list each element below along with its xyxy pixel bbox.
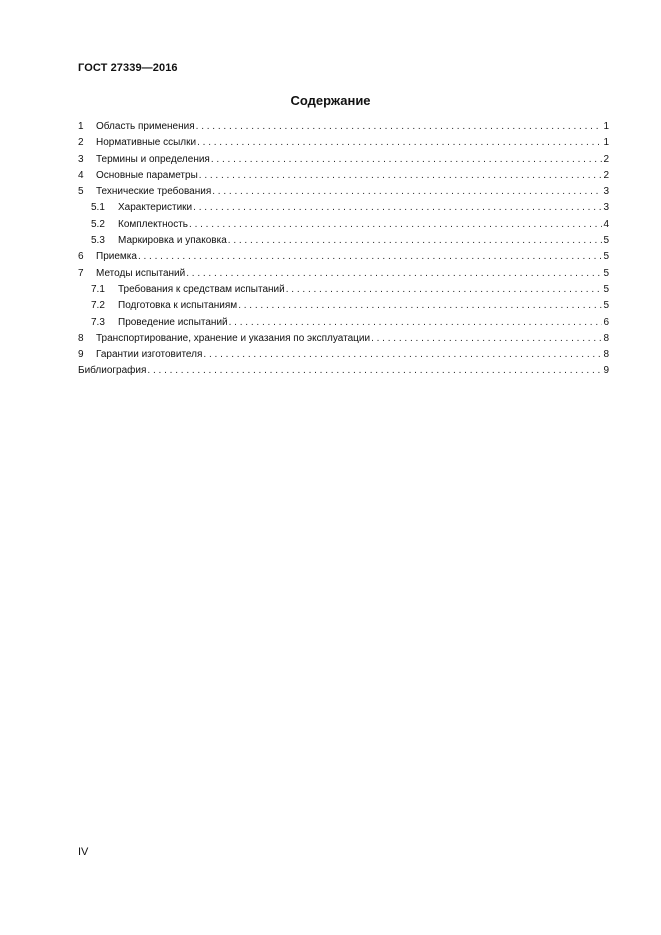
- toc-entry-number: 2: [78, 137, 84, 149]
- table-of-contents: [78, 119, 609, 380]
- toc-entry-page: 2: [603, 153, 609, 165]
- toc-entry-page: 5: [603, 267, 609, 279]
- toc-entry[interactable]: [78, 347, 609, 363]
- toc-entry-number: 7.1: [91, 283, 105, 295]
- toc-leader-dots: [199, 168, 603, 184]
- toc-entry-number: 3: [78, 153, 84, 165]
- toc-entry-label: Гарантии изготовителя: [96, 349, 203, 361]
- page-number: IV: [78, 846, 89, 858]
- toc-entry-number: 5.3: [91, 235, 105, 247]
- toc-entry-label: Маркировка и упаковка: [118, 235, 227, 247]
- toc-entry-page: 1: [603, 121, 609, 132]
- toc-leader-dots: [228, 233, 603, 249]
- toc-entry-label: Проведение испытаний: [118, 316, 228, 328]
- toc-entry-label: Библиография: [78, 365, 147, 377]
- toc-entry-label: Требования к средствам испытаний: [118, 283, 285, 295]
- toc-entry-label: Термины и определения: [96, 153, 210, 165]
- toc-leader-dots: [138, 249, 603, 265]
- toc-entry[interactable]: [78, 184, 609, 200]
- toc-entry-label: Методы испытаний: [96, 267, 186, 279]
- toc-entry-page: 5: [603, 235, 609, 247]
- toc-entry-page: 9: [603, 365, 609, 377]
- toc-leader-dots: [229, 315, 603, 331]
- toc-entry-number: 5: [78, 186, 84, 198]
- toc-entry-label: Комплектность: [118, 218, 189, 230]
- toc-entry-page: 3: [603, 202, 609, 214]
- toc-entry[interactable]: [78, 249, 609, 265]
- toc-entry[interactable]: [78, 200, 609, 216]
- toc-leader-dots: [189, 217, 602, 233]
- toc-entry-number: 5.1: [91, 202, 105, 214]
- toc-entry-label: Характеристики: [118, 202, 193, 214]
- toc-leader-dots: [211, 152, 603, 168]
- toc-entry-page: 1: [603, 137, 609, 149]
- toc-entry-label: Основные параметры: [96, 169, 198, 181]
- toc-entry-label: Транспортирование, хранение и указания по эксплуатации: [96, 332, 371, 344]
- toc-entry-page: 4: [603, 218, 609, 230]
- toc-entry-number: 6: [78, 251, 84, 263]
- toc-entry[interactable]: [78, 315, 609, 331]
- toc-leader-dots: [371, 331, 602, 347]
- toc-entry-label: Область применения: [96, 121, 195, 132]
- toc-entry-label: Технические требования: [96, 186, 212, 198]
- toc-entry[interactable]: [78, 331, 609, 347]
- toc-entry-number: 5.2: [91, 218, 105, 230]
- toc-entry-page: 2: [603, 169, 609, 181]
- toc-leader-dots: [193, 200, 602, 216]
- toc-entry[interactable]: [78, 266, 609, 282]
- toc-entry[interactable]: [78, 233, 609, 249]
- toc-leader-dots: [197, 135, 602, 151]
- toc-leader-dots: [196, 119, 603, 135]
- toc-leader-dots: [147, 363, 602, 379]
- toc-entry-page: 8: [603, 332, 609, 344]
- toc-entry-label: Нормативные ссылки: [96, 137, 197, 149]
- toc-entry-number: 7: [78, 267, 84, 279]
- toc-entry-page: 5: [603, 251, 609, 263]
- toc-leader-dots: [203, 347, 602, 363]
- toc-entry-page: 8: [603, 349, 609, 361]
- toc-entry[interactable]: [78, 363, 609, 379]
- toc-leader-dots: [286, 282, 603, 298]
- toc-entry-page: 5: [603, 300, 609, 312]
- toc-entry-label: Приемка: [96, 251, 137, 263]
- toc-entry[interactable]: [78, 135, 609, 151]
- toc-entry-page: 5: [603, 283, 609, 295]
- toc-entry-number: 9: [78, 349, 84, 361]
- toc-leader-dots: [212, 184, 602, 200]
- toc-entry-number: 7.3: [91, 316, 105, 328]
- page-title: Содержание: [290, 93, 371, 108]
- toc-entry-number: 4: [78, 169, 84, 181]
- toc-entry-page: 3: [603, 186, 609, 198]
- toc-entry[interactable]: [78, 152, 609, 168]
- toc-entry[interactable]: [78, 119, 609, 135]
- toc-leader-dots: [238, 298, 602, 314]
- toc-entry-number: 7.2: [91, 300, 105, 312]
- toc-entry[interactable]: [78, 298, 609, 314]
- toc-entry-label: Подготовка к испытаниям: [118, 300, 238, 312]
- toc-entry-page: 6: [603, 316, 609, 328]
- toc-leader-dots: [186, 266, 602, 282]
- document-header: ГОСТ 27339—2016: [78, 62, 178, 74]
- toc-entry[interactable]: [78, 217, 609, 233]
- toc-entry[interactable]: [78, 282, 609, 298]
- toc-entry-number: 8: [78, 332, 84, 344]
- toc-entry[interactable]: [78, 168, 609, 184]
- toc-entry-number: 1: [78, 121, 84, 132]
